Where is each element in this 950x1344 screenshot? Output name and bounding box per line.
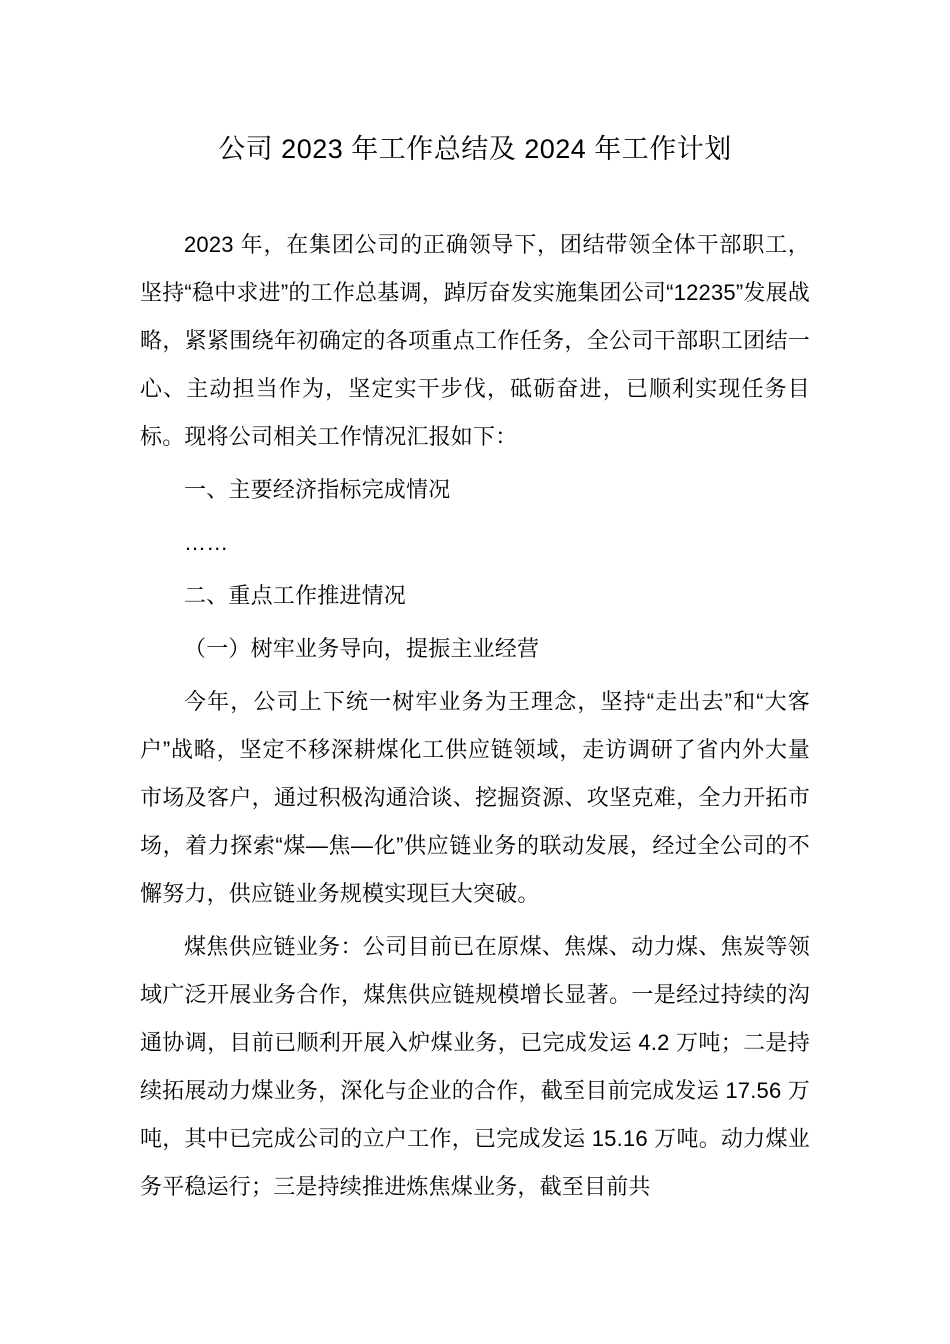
paragraph-coal-coke-supply-chain: 煤焦供应链业务：公司目前已在原煤、焦煤、动力煤、焦炭等领域广泛开展业务合作，煤焦供应链规模增长显著。一是经过持续的沟通协调，目前已顺利开展入炉煤业务，已完成发运 4.2 万吨；二是持续拓展动力煤业务，深化与企业的合作，截至目前完成发运 17.56 万吨，其中已完成公司的立户工作，已完成发运 15.16 万吨。动力煤业务平稳运行；三是持续推进炼焦煤业务，截至目前共 xyxy=(140,934,810,1199)
heading-economic-indicators: 一、主要经济指标完成情况 xyxy=(184,477,451,502)
subheading-business-orientation: （一）树牢业务导向，提振主业经营 xyxy=(184,636,540,661)
paragraph-opening-summary: 2023 年，在集团公司的正确领导下，团结带领全体干部职工，坚持“稳中求进”的工作总基调，踔厉奋发实施集团公司“12235”发展战略，紧紧围绕年初确定的各项重点工作任务，全公司干部职工团结一心、主动担当作为，坚定实干步伐，砥砺奋进，已顺利实现任务目标。现将公司相关工作情况汇报如下： xyxy=(140,232,810,449)
paragraph-business-strategy: 今年，公司上下统一树牢业务为王理念，坚持“走出去”和“大客户”战略，坚定不移深耕煤化工供应链领域，走访调研了省内外大量市场及客户，通过积极沟通洽谈、挖掘资源、攻坚克难，全力开拓市场，着力探索“煤—焦—化”供应链业务的联动发展，经过全公司的不懈努力，供应链业务规模实现巨大突破。 xyxy=(140,689,810,906)
ellipsis-placeholder: …… xyxy=(184,530,229,555)
heading-key-work-progress: 二、重点工作推进情况 xyxy=(184,583,407,608)
document-title: 公司 2023 年工作总结及 2024 年工作计划 xyxy=(218,134,732,164)
